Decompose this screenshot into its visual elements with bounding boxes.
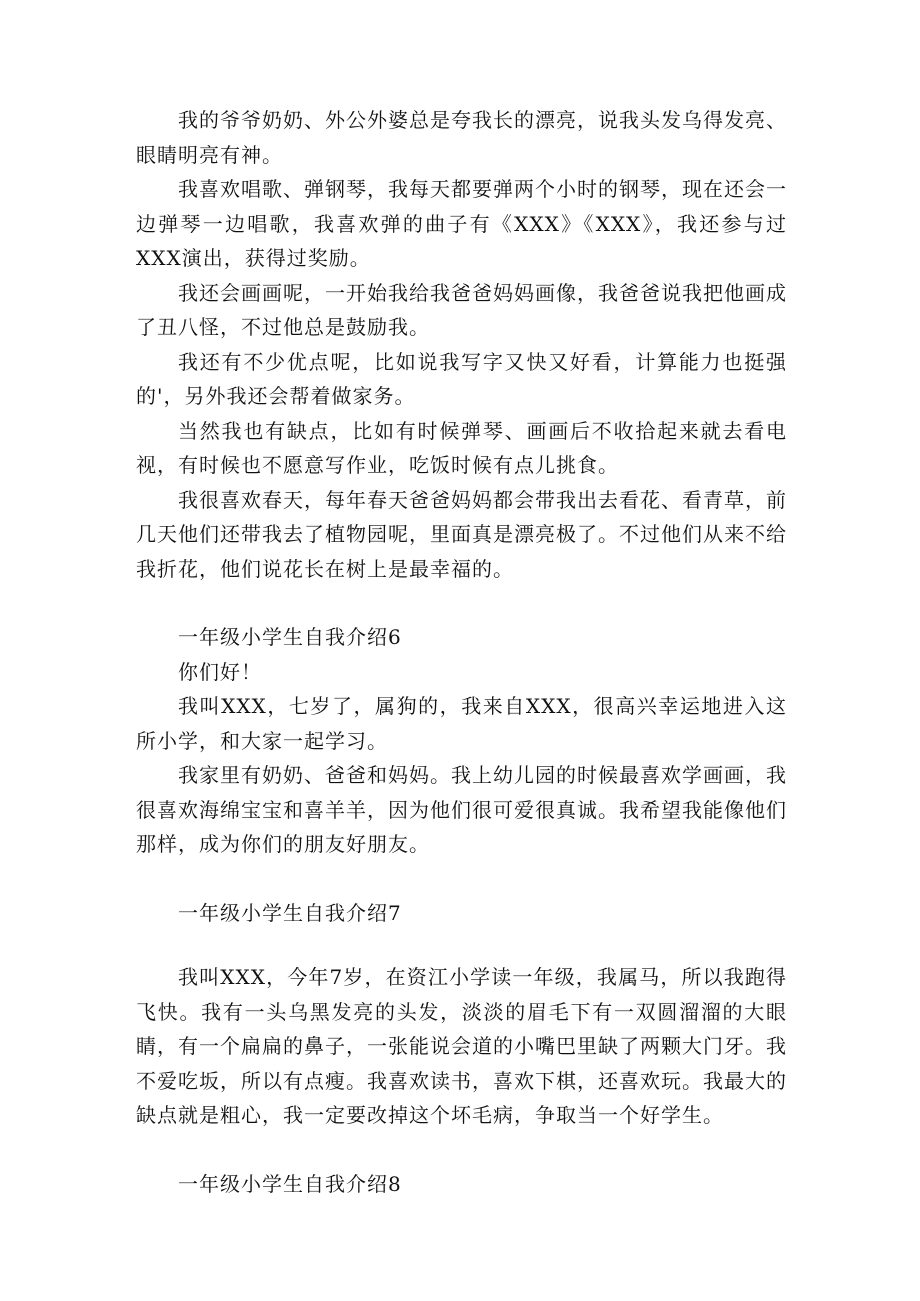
paragraph-spring: 我很喜欢春天，每年春天爸爸妈妈都会带我出去看花、看青草，前几天他们还带我去了植物园呢，里面真是漂亮极了。不过他们从来不给我折花，他们说花长在树上是最幸福的。: [136, 487, 787, 581]
section-7-heading: 一年级小学生自我介绍7: [178, 900, 402, 925]
paragraph-drawing: 我还会画画呢，一开始我给我爸爸妈妈画像，我爸爸说我把他画成了丑八怪，不过他总是鼓励我。: [136, 280, 787, 339]
section-6-family: 我家里有奶奶、爸爸和妈妈。我上幼儿园的时候最喜欢学画画，我很喜欢海绵宝宝和喜羊羊，因为他们很可爱很真诚。我希望我能像他们那样，成为你们的朋友好朋友。: [136, 763, 787, 856]
section-8-heading: 一年级小学生自我介绍8: [178, 1171, 402, 1196]
paragraph-music: 我喜欢唱歌、弹钢琴，我每天都要弹两个小时的钢琴，现在还会一边弹琴一边唱歌，我喜欢弹的曲子有《XXX》《XXX》，我还参与过XXX演出，获得过奖励。: [136, 177, 787, 270]
paragraph-strengths: 我还有不少优点呢，比如说我写字又快又好看，计算能力也挺强的'，另外我还会帮着做家务。: [136, 349, 787, 408]
paragraph-appearance: 我的爷爷奶奶、外公外婆总是夸我长的漂亮，说我头发乌得发亮、眼睛明亮有神。: [136, 108, 787, 167]
section-6-heading: 一年级小学生自我介绍6: [178, 625, 402, 649]
document-body: [136, 103, 787, 1201]
section-6-intro: 我叫XXX，七岁了，属狗的，我来自XXX，很高兴幸运地进入这所小学，和大家一起学习。: [136, 694, 787, 753]
section-7-body: 我叫XXX，今年7岁，在资江小学读一年级，我属马，所以我跑得飞快。我有一头乌黑发亮的头发，淡淡的眉毛下有一双圆溜溜的大眼睛，有一个扁扁的鼻子，一张能说会道的小嘴巴里缺了两颗大门牙。我不爱吃坂，所以有点瘦。我喜欢读书，喜欢下棋，还喜欢玩。我最大的缺点就是粗心，我一定要改掉这个坏毛病，争取当一个好学生。: [136, 965, 787, 1127]
section-6-greeting: 你们好！: [178, 659, 262, 684]
paragraph-weaknesses: 当然我也有缺点，比如有时候弹琴、画画后不收拾起来就去看电视，有时候也不愿意写作业，吃饭时候有点儿挑食。: [136, 418, 787, 477]
